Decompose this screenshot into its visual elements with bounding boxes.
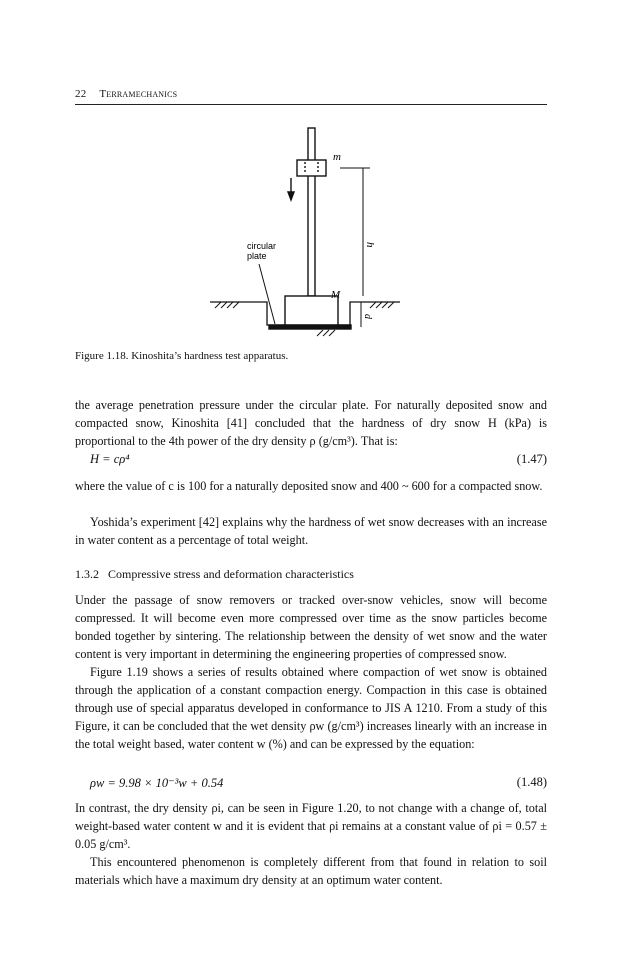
label-h: h — [364, 242, 376, 248]
label-m: m — [333, 151, 341, 163]
label-d: d — [362, 314, 373, 319]
header-rule — [75, 104, 547, 105]
paragraph-6: In contrast, the dry density ρi, can be seen in Figure 1.20, to not change with a change of, total weight-based water content w and it is evident that ρi remains at a constant value of ρi = 0.57 ± 0.05 g/cm³. — [75, 801, 547, 851]
apparatus-figure — [195, 122, 415, 344]
paragraph-3: Yoshida’s experiment [42] explains why the hardness of wet snow decreases with an increase in water content as a percentage of total weight. — [75, 515, 547, 547]
paragraph-5: Figure 1.19 shows a series of results obtained where compaction of wet snow is obtained through the application of a constant compaction energy. Compaction in this case is obtained through use of special apparatus developed in conformance to JIS A 1210. From a study of this Figure, it can be concluded that the wet density ρw (g/cm³) increases linearly with an increase in the total weight based, water content w (%) and can be expressed by the equation: — [75, 665, 547, 751]
falling-weight — [297, 160, 326, 176]
equation-1-47: H = cρ⁴ (1.47) — [90, 452, 547, 466]
page-number: 22 — [75, 88, 87, 100]
guide-rod — [308, 128, 315, 296]
paragraph-2: where the value of c is 100 for a naturally deposited snow and 400 ~ 600 for a compacted snow. — [75, 479, 543, 493]
paragraph-4: Under the passage of snow removers or tracked over-snow vehicles, snow will become compressed. It will become even more compressed over time as the snow particles become bonded together by sintering. The relationship between the density of wet snow and the water content is very important in determining the engineering properties of compressed snow. — [75, 593, 547, 661]
running-title: Terramechanics — [99, 88, 178, 100]
label-M: M — [331, 289, 341, 301]
paragraph-7: This encountered phenomenon is completely different from that found in relation to soil materials which have a maximum dry density at an optimum water content. — [75, 855, 547, 887]
equation-1-48: ρw = 9.98 × 10⁻³w + 0.54 (1.48) — [90, 775, 547, 790]
label-plate: circular plate — [247, 241, 277, 261]
section-heading: 1.3.2 Compressive stress and deformation characteristics — [75, 567, 354, 581]
running-header — [75, 88, 547, 100]
circular-plate — [269, 325, 351, 329]
paragraph-1: the average penetration pressure under the circular plate. For naturally deposited snow and compacted snow, Kinoshita [41] concluded that the hardness of dry snow H (kPa) is proportional to the 4th power of the dry density ρ (g/cm³). That is: — [75, 398, 547, 448]
figure-caption: Figure 1.18. Kinoshita’s hardness test apparatus. — [75, 350, 289, 362]
